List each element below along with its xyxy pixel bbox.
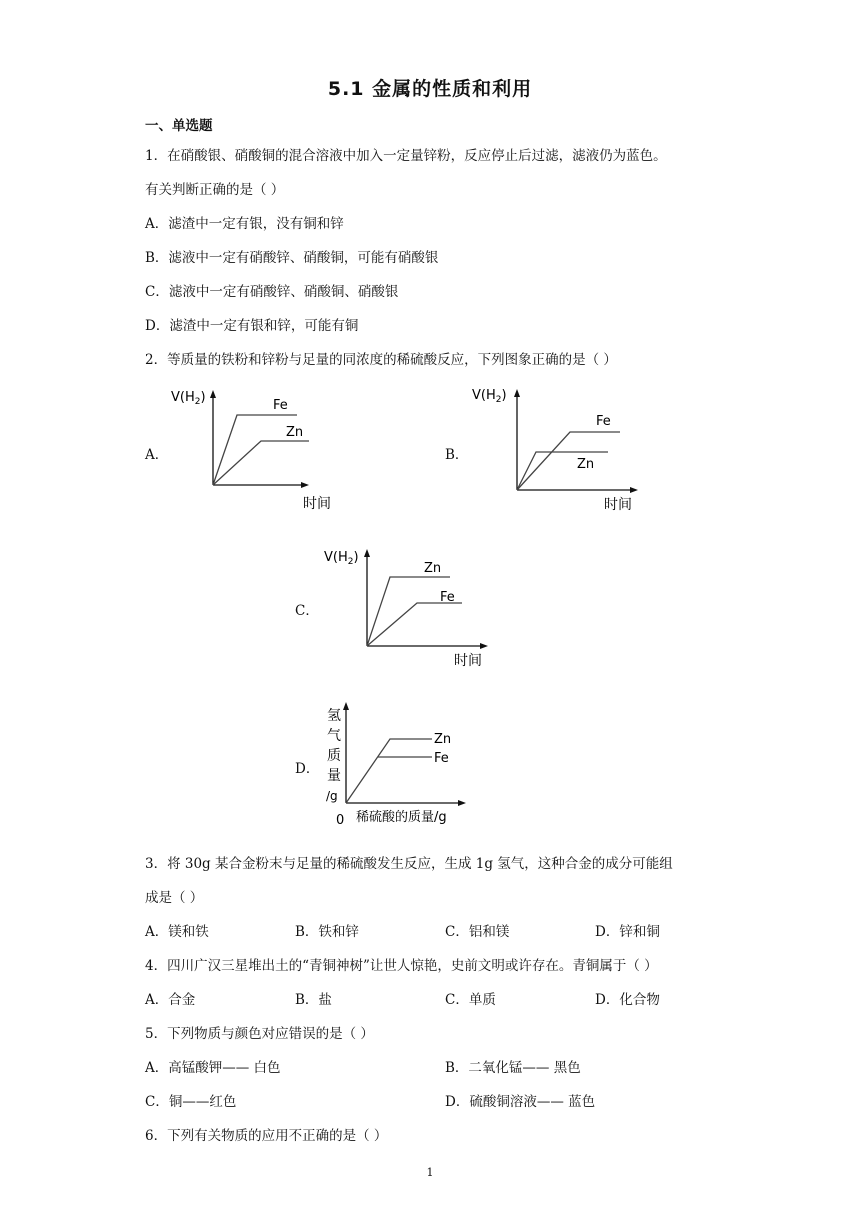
graph-b-zn-line	[517, 452, 608, 490]
q3-stem-line1: 3．将 30g 某合金粉末与足量的稀硫酸发生反应，生成 1g 氢气，这种合金的成分可能组	[145, 856, 673, 872]
graph-a-x-axis-label: 时间	[303, 496, 331, 512]
q1-option-c: C．滤液中一定有硝酸锌、硝酸铜、硝酸银	[145, 284, 399, 300]
graph-c-series-top: Zn	[424, 561, 442, 576]
graph-b-series-top: Fe	[596, 414, 611, 429]
graph-c-x-arrow	[480, 643, 488, 649]
graph-a-fe-line	[213, 415, 297, 485]
graph-c-y-axis-label: $V(H_2)$	[324, 550, 359, 567]
q4-option-c: C．单质	[445, 992, 496, 1008]
q4-option-d: D．化合物	[595, 992, 660, 1008]
graph-b-y-axis-label: $V(H_2)$	[472, 388, 507, 405]
graph-b-y-arrow	[514, 389, 520, 397]
q5-option-b: B．二氧化锰—— 黑色	[445, 1060, 581, 1076]
q2-stem: 2．等质量的铁粉和锌粉与足量的同浓度的稀硫酸反应，下列图象正确的是（ ）	[145, 352, 617, 368]
q1-stem-line1: 1．在硝酸银、硝酸铜的混合溶液中加入一定量锌粉，反应停止后过滤，滤液仍为蓝色。	[145, 148, 667, 164]
graph-d-origin: 0	[336, 813, 345, 828]
graph-d-y-char-5: /g	[326, 789, 338, 803]
graph-a-series-top: Fe	[273, 398, 288, 413]
graph-d-zn-line	[346, 739, 432, 803]
q3-option-d: D．锌和铜	[595, 924, 660, 940]
graph-b-fe-line	[517, 432, 620, 490]
graph-d-series-top: Zn	[434, 732, 452, 747]
q6-stem: 6．下列有关物质的应用不正确的是（ ）	[145, 1128, 388, 1144]
q5-stem: 5．下列物质与颜色对应错误的是（ ）	[145, 1026, 374, 1042]
graph-b-x-axis-label: 时间	[604, 497, 632, 513]
q1-option-a: A．滤渣中一定有银，没有铜和锌	[145, 216, 344, 232]
q3-stem-line2: 成是（ ）	[145, 890, 204, 906]
q1-option-b: B．滤液中一定有硝酸锌、硝酸铜，可能有硝酸银	[145, 250, 439, 266]
q5-option-d: D．硫酸铜溶液—— 蓝色	[445, 1094, 596, 1110]
graph-b-x-arrow	[630, 487, 638, 493]
graph-d-y-char-1: 氢	[327, 708, 341, 724]
q5-option-c: C．铜——红色	[145, 1094, 237, 1110]
q4-option-b: B．盐	[295, 992, 332, 1008]
q4-option-a: A．合金	[145, 992, 196, 1008]
graph-c-x-axis-label: 时间	[454, 653, 482, 669]
q1-option-d: D．滤渣中一定有银和锌，可能有铜	[145, 318, 359, 334]
graph-a-y-axis-label: $V(H_2)$	[171, 390, 206, 407]
graph-d-y-char-2: 气	[327, 728, 341, 744]
graph-c-y-arrow	[364, 549, 370, 557]
q2-option-c-label: C．	[295, 603, 319, 619]
graph-d-series-bottom: Fe	[434, 751, 449, 766]
graph-a-x-arrow	[301, 482, 309, 488]
q4-stem: 4．四川广汉三星堆出土的“青铜神树”让世人惊艳，史前文明或许存在。青铜属于（ ）	[145, 958, 658, 974]
q2-option-d-label: D．	[295, 761, 320, 777]
q2-option-a-label: A．	[145, 447, 169, 463]
q3-option-a: A．镁和铁	[145, 924, 209, 940]
graph-d-y-char-4: 量	[327, 768, 341, 784]
graph-c-series-bottom: Fe	[440, 590, 455, 605]
graph-b-series-bottom: Zn	[577, 457, 595, 472]
q1-stem-line2: 有关判断正确的是（ ）	[145, 182, 285, 198]
q2-option-b-label: B．	[445, 447, 469, 463]
graph-d-x-arrow	[458, 800, 466, 806]
q2-graph-d	[320, 700, 480, 832]
graph-c-fe-line	[367, 603, 462, 646]
q5-option-a: A．高锰酸钾—— 白色	[145, 1060, 281, 1076]
q2-graph-c	[320, 545, 500, 675]
q2-graph-a	[165, 385, 345, 515]
page-title: 5.1 金属的性质和利用	[327, 78, 533, 100]
q3-option-c: C．铝和镁	[445, 924, 510, 940]
graph-d-x-axis-label: 稀硫酸的质量/g	[356, 810, 447, 825]
graph-d-y-arrow	[343, 702, 349, 710]
q3-option-b: B．铁和锌	[295, 924, 359, 940]
graph-a-y-arrow	[210, 390, 216, 398]
section-heading: 一、单选题	[145, 118, 213, 134]
page-number: 1	[426, 1166, 434, 1179]
graph-d-y-char-3: 质	[327, 748, 341, 764]
graph-a-zn-line	[213, 441, 309, 485]
q2-graph-b	[470, 385, 650, 515]
graph-a-series-bottom: Zn	[286, 425, 304, 440]
